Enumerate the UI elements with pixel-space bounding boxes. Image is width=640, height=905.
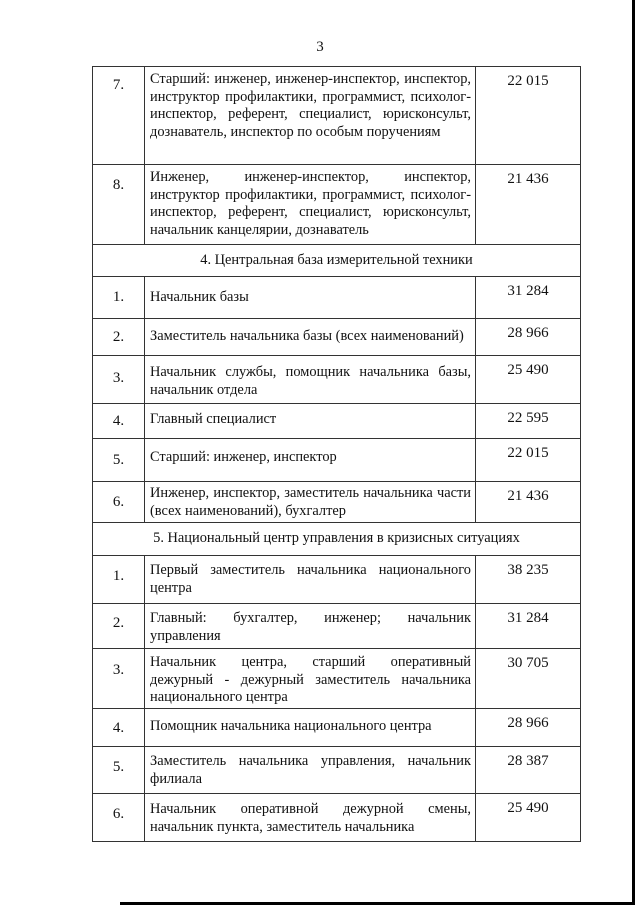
row-number-cell [93, 604, 145, 648]
position-cell: Начальник оперативной дежурной смены, начальник пункта, заместитель начальника [145, 794, 476, 841]
row-number: 3. [112, 370, 125, 386]
position-cell: Начальник базы [145, 277, 476, 318]
salary-cell: 30 705 [507, 655, 549, 671]
salary-cell: 28 387 [507, 753, 549, 769]
row-number: 4. [112, 720, 125, 736]
section-title: 4. Центральная база измерительной техники [200, 252, 473, 268]
row-number: 1. [112, 568, 125, 584]
row-number-cell [93, 556, 145, 603]
row-number: 2. [112, 329, 125, 345]
position-cell: Главный: бухгалтер, инженер; начальник управления [145, 604, 476, 648]
position-cell: Первый заместитель начальника национального центра [145, 556, 476, 603]
row-number-cell [93, 165, 145, 244]
salary-cell: 21 436 [507, 171, 549, 187]
table-row [93, 556, 580, 604]
row-number-cell [93, 794, 145, 841]
row-number: 4. [112, 413, 125, 429]
table-row [93, 794, 580, 842]
table-row [93, 67, 580, 165]
position-cell: Заместитель начальника базы (всех наименований) [145, 319, 476, 355]
table-row [93, 604, 580, 649]
position-cell: Старший: инженер, инспектор [145, 439, 476, 481]
salary-cell: 25 490 [507, 362, 549, 378]
table-row [93, 165, 580, 245]
salary-cell: 31 284 [507, 283, 549, 299]
row-number-cell [93, 277, 145, 318]
row-number: 2. [112, 615, 125, 631]
row-number-cell [93, 709, 145, 746]
table-row [93, 404, 580, 439]
section-header [93, 523, 580, 556]
row-number: 3. [112, 662, 125, 678]
salary-cell: 25 490 [507, 800, 549, 816]
salary-cell: 22 015 [507, 73, 549, 89]
row-number-cell [93, 404, 145, 438]
position-cell: Заместитель начальника управления, начальник филиала [145, 747, 476, 793]
row-number-cell [93, 67, 145, 164]
table-row [93, 649, 580, 709]
table-row [93, 319, 580, 356]
row-number-cell [93, 482, 145, 522]
position-cell: Начальник центра, старший оперативный дежурный - дежурный заместитель начальника национального центра [145, 649, 476, 708]
salary-cell: 38 235 [507, 562, 549, 578]
row-number-cell [93, 356, 145, 403]
section-header [93, 245, 580, 277]
table-row [93, 439, 580, 482]
page-number: 3 [316, 39, 324, 55]
position-cell: Инженер, инженер-инспектор, инспектор, инструктор профилактики, программист, психолог-инспектор, референт, специалист, юрисконсульт, начальник канцелярии, дознаватель [145, 165, 476, 244]
salary-cell: 22 015 [507, 445, 549, 461]
row-number-cell [93, 319, 145, 355]
page-edge-right [632, 0, 635, 905]
row-number: 7. [112, 77, 125, 93]
salary-table [92, 66, 581, 842]
position-cell: Старший: инженер, инженер-инспектор, инспектор, инструктор профилактики, программист, психолог-инспектор, референт, специалист, юрисконсульт, дознаватель, инспектор по особым поручениям [145, 67, 476, 164]
row-number: 5. [112, 452, 125, 468]
row-number: 1. [112, 289, 125, 305]
section-title: 5. Национальный центр управления в кризисных ситуациях [153, 530, 520, 546]
table-row [93, 356, 580, 404]
row-number: 5. [112, 759, 125, 775]
row-number: 8. [112, 177, 125, 193]
salary-cell: 31 284 [507, 610, 549, 626]
row-number: 6. [112, 806, 125, 822]
row-number-cell [93, 649, 145, 708]
position-cell: Инженер, инспектор, заместитель начальника части (всех наименований), бухгалтер [145, 482, 476, 522]
position-cell: Помощник начальника национального центра [145, 709, 476, 746]
table-row [93, 482, 580, 523]
row-number-cell [93, 747, 145, 793]
salary-cell: 28 966 [507, 715, 549, 731]
salary-cell: 28 966 [507, 325, 549, 341]
table-row [93, 709, 580, 747]
salary-cell: 21 436 [507, 488, 549, 504]
row-number: 6. [112, 494, 125, 510]
position-cell: Начальник службы, помощник начальника базы, начальник отдела [145, 356, 476, 403]
table-row [93, 747, 580, 794]
position-cell: Главный специалист [145, 404, 476, 438]
table-row [93, 277, 580, 319]
salary-cell: 22 595 [507, 410, 549, 426]
row-number-cell [93, 439, 145, 481]
